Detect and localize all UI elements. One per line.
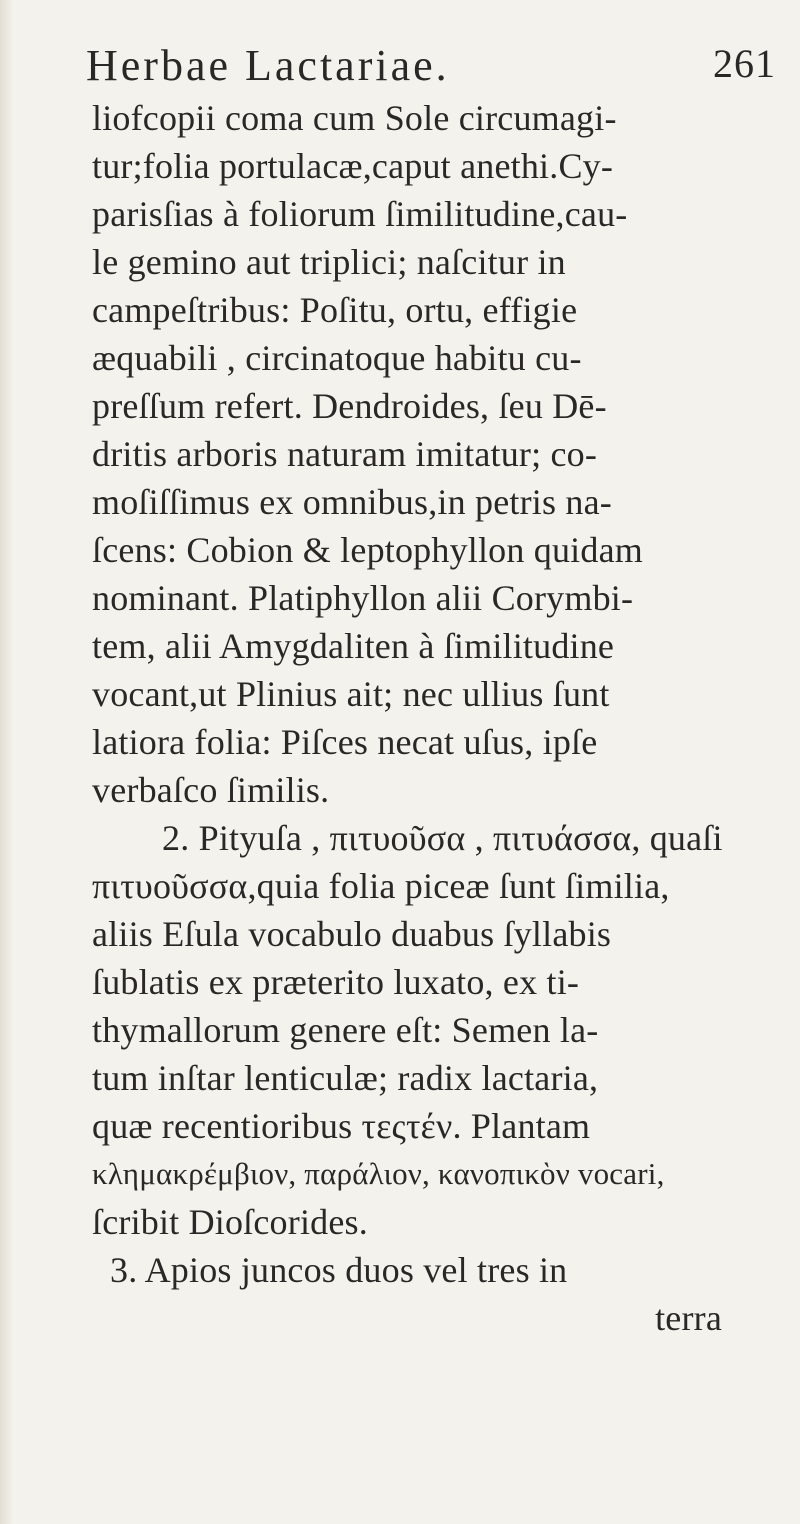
text-line: quæ recentioribus τεςτέν. Plantam xyxy=(92,1106,591,1146)
text-line: tum inſtar lenticulæ; radix lactaria, xyxy=(92,1058,599,1098)
text-line: parisſias à foliorum ſimilitudine,cau- xyxy=(92,194,628,234)
text-line: æquabili , circinatoque habitu cu- xyxy=(92,338,582,378)
page-number: 261 xyxy=(713,41,776,86)
text-line: vocant,ut Plinius ait; nec ullius ſunt xyxy=(92,674,610,714)
text-line: verbaſco ſimilis. xyxy=(92,770,330,810)
text-line: dritis arboris naturam imitatur; co- xyxy=(92,434,598,474)
text-line: nominant. Platiphyllon alii Corymbi- xyxy=(92,578,634,618)
text-line-entry-3: 3. Apios juncos duos vel tres in xyxy=(110,1250,568,1290)
running-title: Herbae Lactariae. xyxy=(86,41,450,90)
text-line: ſcens: Cobion & leptophyllon quidam xyxy=(92,530,643,570)
text-line: tem, alii Amygdaliten à ſimilitudine xyxy=(92,626,615,666)
text-line: le gemino aut triplici; naſcitur in xyxy=(92,242,566,282)
body-text xyxy=(92,94,792,1342)
text-line: moſiſſimus ex omnibus,in petris na- xyxy=(92,482,612,522)
text-line: preſſum refert. Dendroides, ſeu Dē- xyxy=(92,386,607,426)
text-line: aliis Eſula vocabulo duabus ſyllabis xyxy=(92,914,612,954)
page-header xyxy=(86,40,776,100)
text-line: πιτυοῦσσα,quia folia piceæ ſunt ſimilia, xyxy=(92,866,670,906)
text-line: ſublatis ex præterito luxato, ex ti- xyxy=(92,962,580,1002)
text-line: liofcopii coma cum Sole circumagi- xyxy=(92,98,617,138)
text-line: thymallorum genere eſt: Semen la- xyxy=(92,1010,599,1050)
page-edge-shadow xyxy=(0,0,14,1524)
text-line: κλημακρέμβιον, παράλιον, κανοπικὸν vocari, xyxy=(92,1156,665,1191)
text-line: ſcribit Dioſcorides. xyxy=(92,1202,368,1242)
catchword: terra xyxy=(655,1298,722,1338)
text-line: tur;folia portulacæ,caput anethi.Cy- xyxy=(92,146,614,186)
text-line: latiora folia: Piſces necat uſus, ipſe xyxy=(92,722,598,762)
text-line-entry-2: 2. Pityuſa , πιτυοῦσα , πιτυάσσα, quaſi xyxy=(162,818,723,858)
text-line: campeſtribus: Poſitu, ortu, effigie xyxy=(92,290,578,330)
